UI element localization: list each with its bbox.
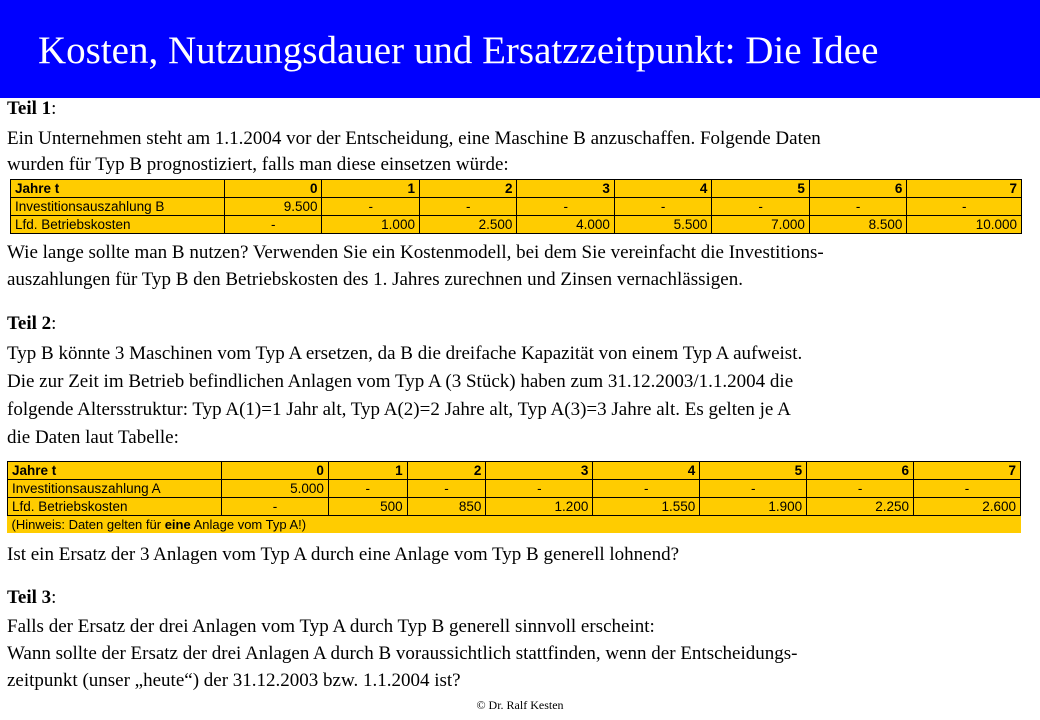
table-cell: - bbox=[712, 198, 809, 216]
teil2-line4: die Daten laut Tabelle: bbox=[7, 427, 179, 448]
header-label: Jahre t bbox=[11, 180, 225, 198]
table-cell: 1.550 bbox=[593, 498, 700, 516]
table-cell: - bbox=[907, 198, 1022, 216]
table-cell: - bbox=[328, 480, 407, 498]
table-cell: 8.500 bbox=[809, 216, 906, 234]
note-prefix: (Hinweis: Daten gelten für bbox=[11, 517, 165, 532]
year-cell: 1 bbox=[322, 180, 419, 198]
table-cell: - bbox=[593, 480, 700, 498]
table-cell: 9.500 bbox=[225, 198, 322, 216]
teil2-line2: Die zur Zeit im Betrieb befindlichen Anlagen vom Typ A (3 Stück) haben zum 31.12.2003/1.1.2004 die bbox=[7, 371, 794, 392]
year-cell: 2 bbox=[407, 462, 486, 480]
note-bold: eine bbox=[164, 517, 191, 532]
year-cell: 1 bbox=[328, 462, 407, 480]
table-cell: 1.900 bbox=[700, 498, 807, 516]
year-cell: 3 bbox=[486, 462, 593, 480]
header-label: Jahre t bbox=[8, 462, 222, 480]
year-cell: 0 bbox=[225, 180, 322, 198]
row-label: Investitionsauszahlung B bbox=[11, 198, 225, 216]
table-cell: - bbox=[807, 480, 914, 498]
table-cell: - bbox=[614, 198, 711, 216]
table-cell: - bbox=[914, 480, 1021, 498]
teil1-line2: wurden für Typ B prognostiziert, falls man diese einsetzen würde: bbox=[7, 154, 509, 175]
year-cell: 0 bbox=[222, 462, 329, 480]
teil2-line1: Typ B könnte 3 Maschinen vom Typ A ersetzen, da B die dreifache Kapazität von einem Typ A aufweist. bbox=[7, 343, 803, 364]
teil3-line3: zeitpunkt (unser „heute“) der 31.12.2003 bzw. 1.1.2004 ist? bbox=[7, 670, 461, 691]
row-label: Lfd. Betriebskosten bbox=[11, 216, 225, 234]
teil3-heading-line: Teil 3: bbox=[7, 587, 57, 608]
table-note bbox=[8, 516, 1021, 534]
copyright-footer: © Dr. Ralf Kesten bbox=[476, 698, 564, 712]
table-machine-b bbox=[10, 179, 1022, 234]
teil1-heading: Teil 1 bbox=[7, 98, 52, 119]
year-cell: 5 bbox=[712, 180, 809, 198]
table-cell: 500 bbox=[328, 498, 407, 516]
year-cell: 7 bbox=[907, 180, 1022, 198]
year-cell: 3 bbox=[517, 180, 614, 198]
table-note-row bbox=[8, 516, 1021, 534]
table-cell: 850 bbox=[407, 498, 486, 516]
table-header-row bbox=[8, 462, 1021, 480]
table-cell: - bbox=[517, 198, 614, 216]
teil1-question-line2: auszahlungen für Typ B den Betriebskosten des 1. Jahres zurechnen und Zinsen vernachlässigen. bbox=[7, 269, 743, 290]
teil3-heading: Teil 3 bbox=[7, 587, 52, 608]
table-cell: 7.000 bbox=[712, 216, 809, 234]
table-row bbox=[8, 480, 1021, 498]
teil2-heading-line: Teil 2: bbox=[7, 313, 57, 334]
teil1-heading-line: Teil 1: bbox=[7, 98, 57, 119]
table-cell: 1.000 bbox=[322, 216, 419, 234]
table-cell: 5.000 bbox=[222, 480, 329, 498]
table-cell: 4.000 bbox=[517, 216, 614, 234]
row-label: Investitionsauszahlung A bbox=[8, 480, 222, 498]
table-cell: - bbox=[407, 480, 486, 498]
teil3-line1: Falls der Ersatz der drei Anlagen vom Typ A durch Typ B generell sinnvoll erscheint: bbox=[7, 616, 655, 637]
table-cell: 1.200 bbox=[486, 498, 593, 516]
table-cell: - bbox=[222, 498, 329, 516]
teil1-question-line1: Wie lange sollte man B nutzen? Verwenden Sie ein Kostenmodell, bei dem Sie vereinfacht die Investitions- bbox=[7, 242, 824, 263]
table-cell: - bbox=[700, 480, 807, 498]
table-cell: - bbox=[322, 198, 419, 216]
page-title: Kosten, Nutzungsdauer und Ersatzzeitpunkt: Die Idee bbox=[38, 29, 879, 72]
teil2-line3: folgende Altersstruktur: Typ A(1)=1 Jahr alt, Typ A(2)=2 Jahre alt, Typ A(3)=3 Jahre alt. Es gelten je A bbox=[7, 399, 791, 420]
table-machine-a bbox=[7, 461, 1021, 533]
table-row bbox=[11, 216, 1022, 234]
teil1-line1: Ein Unternehmen steht am 1.1.2004 vor der Entscheidung, eine Maschine B anzuschaffen. Folgende Daten bbox=[7, 128, 821, 149]
year-cell: 5 bbox=[700, 462, 807, 480]
table-cell: 10.000 bbox=[907, 216, 1022, 234]
table-cell: 2.500 bbox=[419, 216, 516, 234]
teil3-line2: Wann sollte der Ersatz der drei Anlagen A durch B voraussichtlich stattfinden, wenn der Entscheidungs- bbox=[7, 643, 798, 664]
note-suffix: Anlage vom Typ A!) bbox=[190, 517, 307, 532]
table-cell: - bbox=[809, 198, 906, 216]
teil2-question: Ist ein Ersatz der 3 Anlagen vom Typ A durch eine Anlage vom Typ B generell lohnend? bbox=[7, 544, 680, 565]
table-cell: - bbox=[419, 198, 516, 216]
table-cell: 2.250 bbox=[807, 498, 914, 516]
teil2-heading: Teil 2 bbox=[7, 313, 52, 334]
year-cell: 2 bbox=[419, 180, 516, 198]
title-banner bbox=[0, 0, 1040, 98]
table-cell: - bbox=[225, 216, 322, 234]
year-cell: 7 bbox=[914, 462, 1021, 480]
table-cell: - bbox=[486, 480, 593, 498]
table-header-row bbox=[11, 180, 1022, 198]
table-row bbox=[11, 198, 1022, 216]
row-label: Lfd. Betriebskosten bbox=[8, 498, 222, 516]
table-cell: 2.600 bbox=[914, 498, 1021, 516]
year-cell: 6 bbox=[807, 462, 914, 480]
table-row bbox=[8, 498, 1021, 516]
year-cell: 4 bbox=[593, 462, 700, 480]
year-cell: 4 bbox=[614, 180, 711, 198]
table-cell: 5.500 bbox=[614, 216, 711, 234]
year-cell: 6 bbox=[809, 180, 906, 198]
